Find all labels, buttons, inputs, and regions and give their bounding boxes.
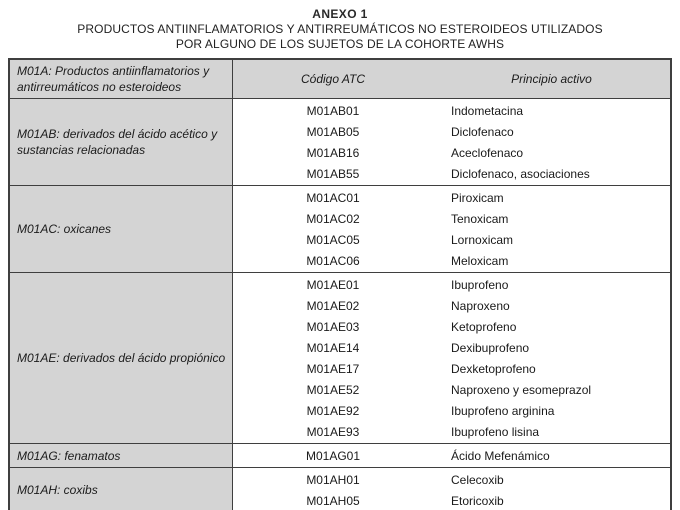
group-rows [233, 273, 670, 443]
active-principle-cell: Ketoprofeno [451, 319, 517, 334]
group-label-cell: M01AC: oxicanes [10, 186, 233, 272]
active-principle-cell: Dexibuprofeno [451, 340, 530, 355]
atc-code-cell: M01AC01 [306, 190, 360, 205]
table-row [233, 187, 670, 208]
atc-code-cell: M01AH05 [306, 493, 360, 508]
group-label-cell: M01AG: fenamatos [10, 444, 233, 467]
table-row [233, 163, 670, 184]
atc-code-cell: M01AB16 [306, 145, 360, 160]
active-principle-cell: Ácido Mefenámico [451, 448, 550, 463]
header-group-cell: M01A: Productos antiinflamatorios y antirreumáticos no esteroideos [10, 60, 233, 98]
active-principle-cell: Diclofenaco [451, 124, 514, 139]
annex-table [8, 58, 672, 510]
active-principle-cell: Diclofenaco, asociaciones [451, 166, 590, 181]
group-label-cell: M01AH: coxibs [10, 468, 233, 510]
active-principle-cell: Naproxeno y esomeprazol [451, 382, 592, 397]
atc-code-cell: M01AE03 [306, 319, 360, 334]
table-group-row-m01ah [10, 467, 670, 510]
group-rows [233, 444, 670, 467]
active-principle-cell: Tenoxicam [451, 211, 509, 226]
atc-code-cell: M01AE02 [306, 298, 360, 313]
table-row [233, 400, 670, 421]
table-group-row-m01ab [10, 98, 670, 185]
atc-code-cell: M01AE93 [306, 424, 360, 439]
active-principle-cell: Naproxeno [451, 298, 510, 313]
table-row [233, 358, 670, 379]
table-row [233, 121, 670, 142]
table-group-row-m01ag [10, 443, 670, 467]
active-principle-cell: Dexketoprofeno [451, 361, 536, 376]
group-rows [233, 186, 670, 272]
table-row [233, 490, 670, 510]
atc-code-cell: M01AE52 [306, 382, 360, 397]
header-active-principle-cell: Principio activo [511, 72, 592, 87]
table-row [233, 100, 670, 121]
atc-code-cell: M01AE14 [306, 340, 360, 355]
page-subtitle-line2: POR ALGUNO DE LOS SUJETOS DE LA COHORTE AWHS [175, 37, 505, 51]
atc-code-cell: M01AC05 [306, 232, 360, 247]
active-principle-cell: Ibuprofeno lisina [451, 424, 540, 439]
table-row [233, 229, 670, 250]
header-atc-code-cell: Código ATC [300, 72, 366, 87]
active-principle-cell: Lornoxicam [451, 232, 514, 247]
table-row [233, 274, 670, 295]
active-principle-cell: Meloxicam [451, 253, 509, 268]
atc-code-cell: M01AE01 [306, 277, 360, 292]
table-row [233, 421, 670, 442]
table-row [233, 142, 670, 163]
atc-code-cell: M01AG01 [305, 448, 361, 463]
table-group-row-m01ac [10, 185, 670, 272]
active-principle-cell: Ibuprofeno [451, 277, 509, 292]
title-block [8, 7, 672, 51]
group-rows [233, 468, 670, 510]
atc-code-cell: M01AE17 [306, 361, 360, 376]
active-principle-cell: Indometacina [451, 103, 524, 118]
atc-code-cell: M01AC06 [306, 253, 360, 268]
table-row [233, 469, 670, 490]
page-subtitle-line1: PRODUCTOS ANTIINFLAMATORIOS Y ANTIRREUMÁTICOS NO ESTEROIDEOS UTILIZADOS [77, 22, 603, 36]
atc-code-cell: M01AB55 [306, 166, 360, 181]
active-principle-cell: Ibuprofeno arginina [451, 403, 555, 418]
atc-code-cell: M01AE92 [306, 403, 360, 418]
group-label-cell: M01AE: derivados del ácido propiónico [10, 273, 233, 443]
active-principle-cell: Etoricoxib [451, 493, 504, 508]
header-data-cells [233, 60, 670, 98]
active-principle-cell: Aceclofenaco [451, 145, 524, 160]
table-group-row-m01ae [10, 272, 670, 443]
table-row [233, 316, 670, 337]
table-row [233, 250, 670, 271]
table-header-row [10, 60, 670, 98]
table-row [233, 445, 670, 466]
table-row [233, 337, 670, 358]
table-row [233, 295, 670, 316]
active-principle-cell: Piroxicam [451, 190, 504, 205]
active-principle-cell: Celecoxib [451, 472, 504, 487]
atc-code-cell: M01AB05 [306, 124, 360, 139]
atc-code-cell: M01AH01 [306, 472, 360, 487]
group-label-cell: M01AB: derivados del ácido acético y sustancias relacionadas [10, 99, 233, 185]
group-rows [233, 99, 670, 185]
table-row [233, 379, 670, 400]
page-title: ANEXO 1 [312, 7, 368, 21]
table-row [233, 208, 670, 229]
atc-code-cell: M01AB01 [306, 103, 360, 118]
atc-code-cell: M01AC02 [306, 211, 360, 226]
